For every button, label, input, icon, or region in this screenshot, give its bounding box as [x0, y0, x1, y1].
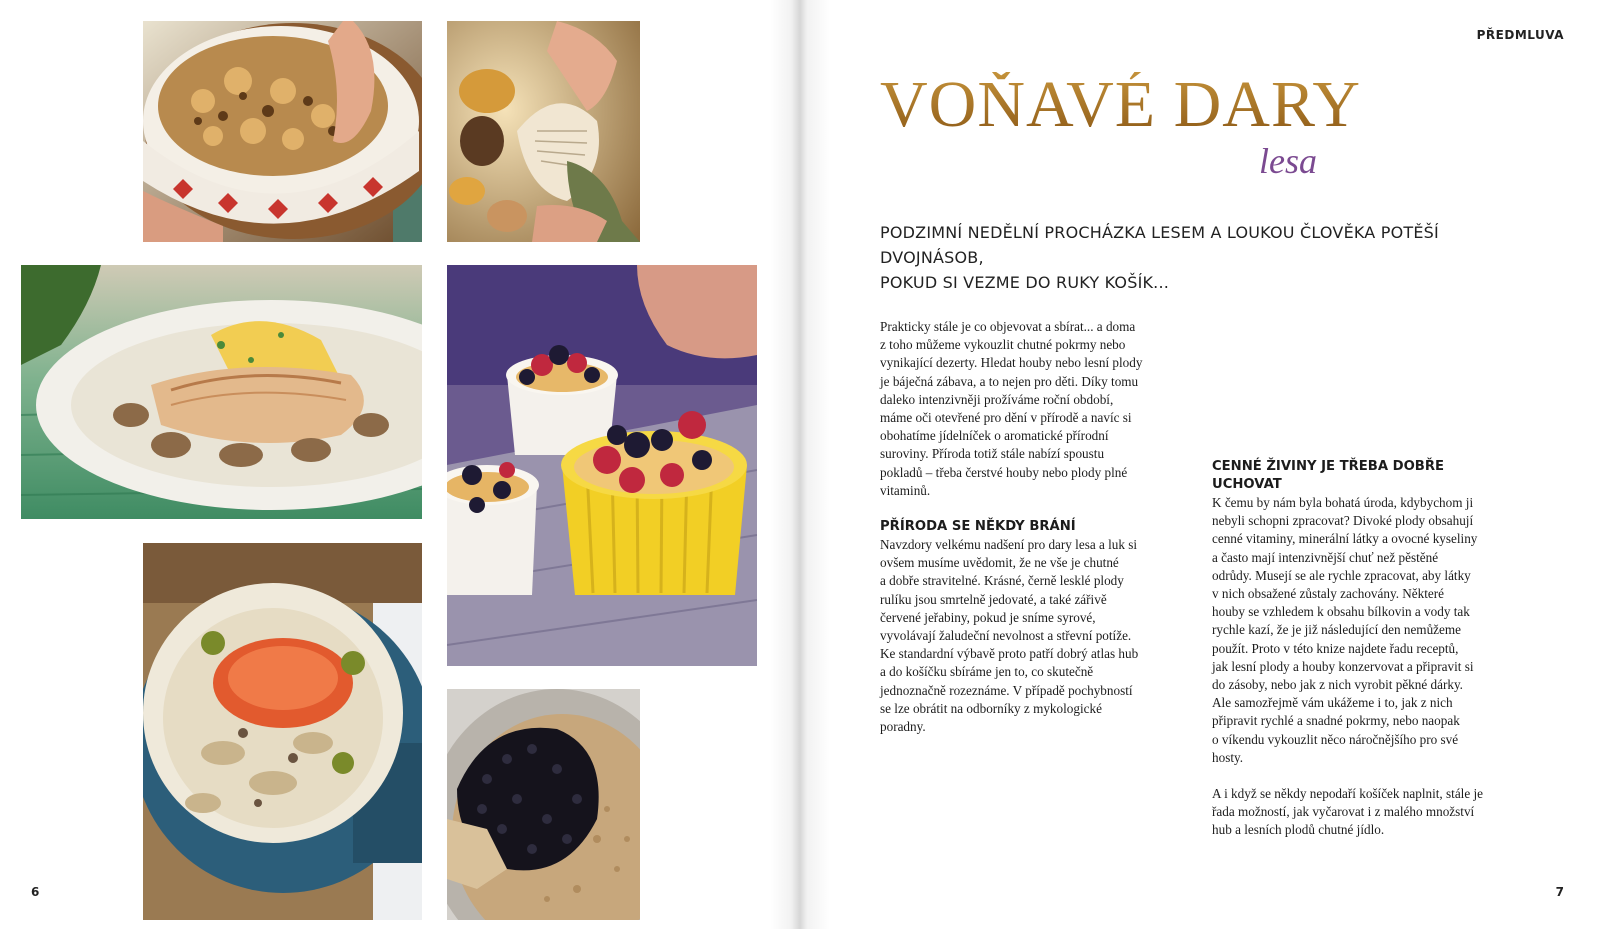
- text-line: hub a lesních plodů chutné jídlo.: [1212, 822, 1385, 838]
- text-line: Navzdory velkému nadšení pro dary lesa a luk si: [880, 537, 1138, 553]
- text-line: rychle kazí, že je již následující den nemůžeme: [1212, 622, 1461, 638]
- text-line: do zásoby, nebo jak z nich vyrobit pěkné dárky.: [1212, 677, 1463, 693]
- text-column-1: [880, 318, 1180, 736]
- lead-paragraph: [880, 220, 1540, 295]
- text-line: o víkendu vykouzlit něco náročnějšího pro své: [1212, 731, 1459, 747]
- text-line: poradny.: [880, 719, 926, 735]
- chapter-title: VOŇAVÉ DARY: [880, 68, 1361, 141]
- text-line: v nich obsažené zůstaly zachovány. Některé: [1212, 586, 1445, 602]
- text-line: z toho můžeme vykouzlit chutné pokrmy nebo: [880, 337, 1126, 353]
- book-gutter: [770, 0, 830, 929]
- text-line: a dobře stravitelné. Krásné, černě lesklé plody: [880, 573, 1124, 589]
- text-column-2: [1212, 458, 1512, 840]
- photo-baked-dish: [143, 543, 422, 920]
- body-paragraph: [880, 318, 1180, 500]
- text-line: cenné vitaminy, minerální látky a ovocné kyseliny: [1212, 531, 1478, 547]
- page-number-left: 6: [31, 885, 40, 899]
- text-line: pokladů – třeba čerstvé houby nebo plody plné: [880, 464, 1128, 480]
- text-line: červené jeřabiny, pokud je sníme syrové,: [880, 609, 1096, 625]
- text-line: připravit rychlé a snadné pokrmy, nebo naopak: [1212, 713, 1460, 729]
- photo-cleaning-mushroom: [447, 21, 640, 242]
- body-paragraph: [1212, 494, 1512, 767]
- text-line: vyvolávají žaludeční nevolnost a střevní potíže.: [880, 628, 1132, 644]
- text-line: máme oči otevřené pro dění v přírodě a navíc si: [880, 410, 1132, 426]
- text-line: Prakticky stále je co objevovat a sbírat... a doma: [880, 319, 1136, 334]
- section-heading: PŘÍRODA SE NĚKDY BRÁNÍ: [880, 519, 1076, 535]
- body-paragraph: [880, 536, 1180, 736]
- text-line: jednoznačně rozeznáme. V případě pochybností: [880, 682, 1133, 698]
- section-label: PŘEDMLUVA: [1476, 28, 1564, 42]
- photo-blueberries-pan: [447, 689, 640, 920]
- right-page: [800, 0, 1600, 929]
- text-line: a často mají intenzivnější chuť než pěstěné: [1212, 549, 1439, 565]
- text-line: hosty.: [1212, 749, 1244, 765]
- text-line: řada možností, jak vyčarovat i z malého množství: [1212, 804, 1475, 820]
- text-line: suroviny. Příroda totiž stále nabízí spoustu: [880, 446, 1105, 462]
- text-line: K čemu by nám byla bohatá úroda, kdybychom ji: [1212, 495, 1474, 510]
- text-line: ovšem musíme uvědomit, že ne vše je chutné: [880, 555, 1119, 571]
- text-line: jak lesní plody a houby konzervovat a připravit si: [1212, 658, 1474, 674]
- lead-line: POKUD SI VEZME DO RUKY KOŠÍK...: [880, 273, 1170, 292]
- photo-mushroom-bowl: [143, 21, 422, 242]
- text-line: vynikající dezerty. Hledat houby nebo lesní plody: [880, 355, 1143, 371]
- text-line: vitaminů.: [880, 482, 931, 498]
- text-line: odrůdy. Musejí se ale rychle zpracovat, aby látky: [1212, 567, 1471, 583]
- text-line: Ke standardní výbavě proto patří dobrý atlas hub: [880, 646, 1139, 662]
- body-paragraph: [1212, 785, 1512, 840]
- section-heading: CENNÉ ŽIVINY JE TŘEBA DOBŘE UCHOVAT: [1212, 459, 1445, 492]
- text-line: Ale samozřejmě vám ukážeme i to, jak z nich: [1212, 695, 1453, 711]
- photo-fish-fillet: [21, 265, 422, 519]
- chapter-subtitle: lesa: [1259, 141, 1317, 181]
- text-line: je báječná zábava, a to nejen pro děti. Díky tomu: [880, 373, 1139, 389]
- text-line: se lze obrátit na odborníky z mykologické: [880, 700, 1102, 716]
- page-number-right: 7: [1555, 885, 1564, 899]
- text-line: rulíku jsou smrtelně jedovaté, a také zářivě: [880, 591, 1107, 607]
- text-line: A i když se někdy nepodaří košíček naplnit, stále je: [1212, 786, 1484, 802]
- text-line: a do košíčku sbíráme jen to, co skutečně: [880, 664, 1094, 680]
- text-line: houby se vzhledem k obsahu bílkovin a vody tak: [1212, 604, 1470, 620]
- photo-berry-ramekins: [447, 265, 757, 666]
- lead-line: PODZIMNÍ NEDĚLNÍ PROCHÁZKA LESEM A LOUKOU ČLOVĚKA POTĚŠÍ DVOJNÁSOB,: [880, 223, 1439, 267]
- text-line: nebyli schopni zpracovat? Divoké plody obsahují: [1212, 513, 1474, 529]
- text-line: použít. Proto v této knize najdete řadu receptů,: [1212, 640, 1459, 656]
- text-line: obohatíme jídelníček o aromatické přírodní: [880, 428, 1109, 444]
- text-line: daleko intenzivněji prožíváme roční období,: [880, 391, 1114, 407]
